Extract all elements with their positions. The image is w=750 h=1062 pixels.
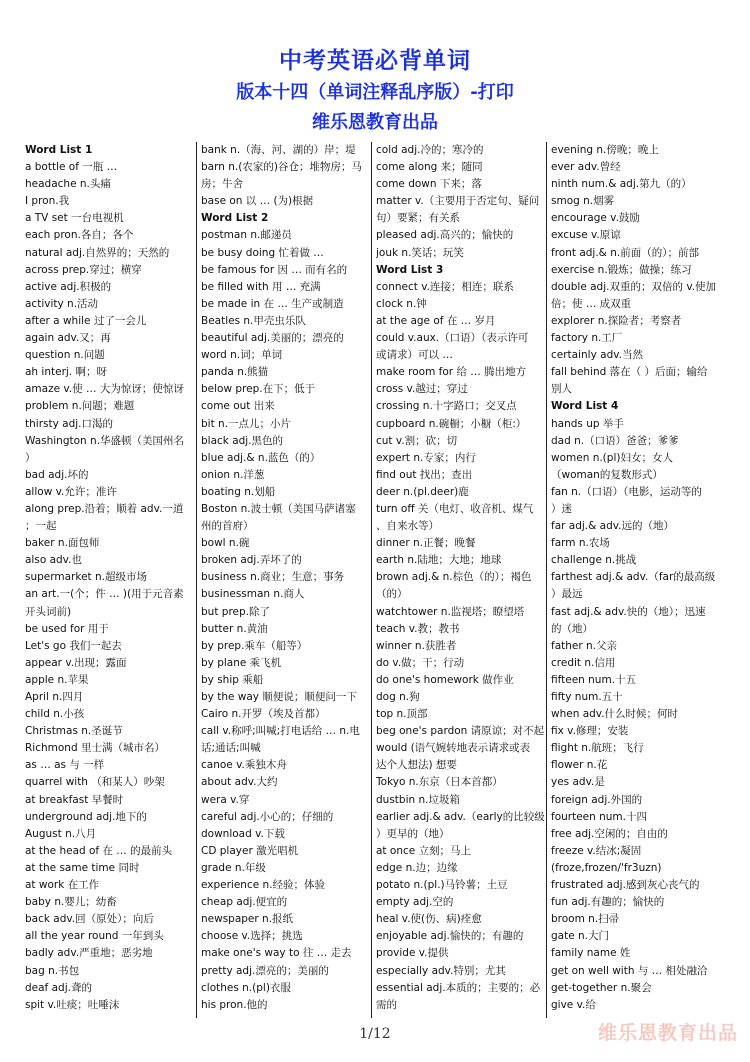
vocab-entry: baby n.婴儿；幼畜 bbox=[25, 896, 117, 909]
vocab-entry: would (语气婉转地表示请求或表 bbox=[376, 742, 531, 755]
vocab-entry: deer n.(pl.deer)鹿 bbox=[376, 485, 469, 498]
vocab-entry: flight n.航班；飞行 bbox=[551, 742, 644, 755]
vocab-entry: again adv.又；再 bbox=[25, 332, 111, 345]
vocab-entry: teach v.教；教书 bbox=[376, 622, 460, 635]
vocab-entry: evening n.傍晚；晚上 bbox=[551, 144, 659, 156]
vocab-entry: beautiful adj.美丽的；漂亮的 bbox=[201, 332, 344, 345]
vocab-entry: onion n.洋葱 bbox=[201, 468, 265, 481]
vocab-entry: 房；牛舍 bbox=[201, 178, 243, 191]
vocab-entry: fall behind 落在（ ）后面；输给 bbox=[551, 366, 708, 379]
page-number: 1/12 bbox=[359, 1026, 391, 1042]
vocab-entry: underground adj.地下的 bbox=[25, 810, 147, 823]
vocab-entry: gate n.大门 bbox=[551, 930, 610, 943]
vocab-entry: pretty adj.漂亮的；美丽的 bbox=[201, 964, 329, 977]
vocab-entry: across prep.穿过；横穿 bbox=[25, 263, 142, 276]
vocab-entry: active adj.积极的 bbox=[25, 280, 112, 293]
vocab-entry: amaze v.使 … 大为惊讶；使惊讶 bbox=[25, 383, 184, 396]
vocab-entry: bit n.一点儿；小片 bbox=[201, 417, 292, 430]
vocab-entry: at the same time 同时 bbox=[25, 861, 140, 874]
vocab-entry: fan n.（口语）（电影，运动等的 bbox=[551, 485, 702, 498]
vocab-entry: top n.顶部 bbox=[376, 708, 428, 721]
vocab-entry: connect v.连接；相连；联系 bbox=[376, 280, 514, 293]
vocab-entry: excuse v.原谅 bbox=[551, 229, 621, 242]
vocab-entry: below prep.在下；低于 bbox=[201, 383, 316, 396]
vocab-entry: by ship 乘船 bbox=[201, 673, 264, 686]
column-2 bbox=[196, 142, 371, 1018]
vocab-entry: fifteen num.十五 bbox=[551, 673, 637, 686]
vocab-entry: dog n.狗 bbox=[376, 691, 420, 703]
vocab-entry: allow v.允许；准许 bbox=[25, 485, 117, 498]
vocab-entry: matter v.（主要用于否定句、疑问 bbox=[376, 195, 540, 208]
vocab-entry: after a while 过了一会儿 bbox=[25, 314, 147, 327]
vocab-entry: potato n.(pl.)马铃薯；土豆 bbox=[376, 879, 508, 892]
vocab-entry: freeze v.结冰;凝固 bbox=[551, 844, 642, 857]
vocab-entry: pleased adj.高兴的；愉快的 bbox=[376, 229, 514, 242]
vocab-entry: be busy doing 忙着做 … bbox=[201, 246, 324, 259]
vocab-entry: farthest adj.& adv.（far的最高级 bbox=[551, 571, 716, 584]
vocab-entry: 句）要紧；有关系 bbox=[376, 212, 460, 225]
vocab-entry: double adj.双重的；双倍的 v.使加 bbox=[551, 280, 717, 293]
vocab-entry: problem n.问题；难题 bbox=[25, 400, 135, 413]
vocab-entry: call v.称呼;叫喊;打电话给 … n.电 bbox=[201, 725, 360, 738]
vocab-entry: thirsty adj.口渴的 bbox=[25, 417, 113, 430]
vocab-entry: credit n.信用 bbox=[551, 656, 616, 669]
vocab-entry: earlier adj.& adv.（early的比较级 bbox=[376, 810, 545, 823]
vocab-entry: newspaper n.报纸 bbox=[201, 913, 294, 926]
vocab-entry: August n.八月 bbox=[25, 827, 97, 840]
vocab-entry: find out 找出；查出 bbox=[376, 468, 473, 481]
vocab-entry: clock n.钟 bbox=[376, 297, 427, 310]
vocab-entry: deaf adj.聋的 bbox=[25, 981, 92, 994]
vocab-entry: each pron.各自；各个 bbox=[25, 229, 134, 242]
vocab-entry: （woman的复数形式） bbox=[551, 468, 663, 481]
vocab-entry: 达个人想法) 想要 bbox=[376, 759, 457, 772]
vocab-entry: postman n.邮递员 bbox=[201, 229, 292, 242]
vocab-entry: boating n.划船 bbox=[201, 485, 276, 498]
vocab-entry: apple n.苹果 bbox=[25, 673, 89, 686]
vocab-entry: hands up 举手 bbox=[551, 417, 624, 430]
vocab-entry: (froze,frozen/'fr3uzn) bbox=[551, 861, 662, 874]
vocab-entry: broken adj.弄坏了的 bbox=[201, 554, 302, 567]
vocab-entry: heal v.使(伤、病)痊愈 bbox=[376, 913, 482, 926]
vocab-entry: exercise n.锻炼；做操；练习 bbox=[551, 263, 692, 276]
vocab-entry: cupboard n.碗橱；小橱（柜:） bbox=[376, 417, 527, 430]
vocab-entry: 话;通话;叫喊 bbox=[201, 742, 261, 755]
vocab-entry: grade n.年级 bbox=[201, 861, 266, 874]
vocab-entry: by plane 乘飞机 bbox=[201, 656, 282, 669]
vocab-entry: his pron.他的 bbox=[201, 998, 268, 1011]
vocab-entry: family name 姓 bbox=[551, 947, 631, 960]
vocab-entry: factory n.工厂 bbox=[551, 332, 623, 345]
vocab-entry: jouk n.笑话；玩笑 bbox=[376, 246, 464, 259]
vocab-entry: cut v.割；砍；切 bbox=[376, 434, 458, 447]
vocab-entry: could v.aux.（口语）（表示许可 bbox=[376, 332, 529, 345]
word-list-columns bbox=[21, 142, 737, 1018]
vocab-entry: Washington n.华盛顿（美国州名 bbox=[25, 434, 185, 447]
vocab-entry: choose v.选择；挑选 bbox=[201, 930, 303, 943]
vocab-entry: yes adv.是 bbox=[551, 776, 605, 789]
vocab-entry: foreign adj.外国的 bbox=[551, 793, 643, 806]
vocab-entry: Boston n.波士顿（美国马萨诸塞 bbox=[201, 502, 356, 515]
vocab-entry: download v.下载 bbox=[201, 827, 285, 840]
vocab-entry: ） bbox=[25, 451, 36, 464]
vocab-entry: come down 下来；落 bbox=[376, 178, 482, 191]
vocab-entry: natural adj.自然界的；天然的 bbox=[25, 246, 170, 259]
vocab-entry: as … as 与 一样 bbox=[25, 759, 105, 772]
vocab-entry: activity n.活动 bbox=[25, 297, 99, 310]
vocab-entry: expert n.专家；内行 bbox=[376, 451, 476, 464]
vocab-entry: cold adj.冷的；寒冷的 bbox=[376, 144, 484, 156]
vocab-entry: dinner n.正餐；晚餐 bbox=[376, 537, 476, 550]
vocab-entry: at work 在工作 bbox=[25, 879, 100, 892]
vocab-entry: Tokyo n.东京（日本首都） bbox=[376, 776, 503, 789]
vocab-entry: also adv.也 bbox=[25, 554, 82, 567]
word-list-heading: Word List 3 bbox=[376, 263, 444, 276]
watermark-logo: 维乐恩教育出品 bbox=[597, 1022, 738, 1044]
vocab-entry: empty adj.空的 bbox=[376, 896, 454, 909]
vocab-entry: edge n.边；边缘 bbox=[376, 861, 458, 874]
vocab-entry: baker n.面包师 bbox=[25, 537, 100, 550]
vocab-entry: careful adj.小心的；仔细的 bbox=[201, 810, 334, 823]
vocab-entry: earth n.陆地；大地；地球 bbox=[376, 554, 502, 567]
vocab-entry: Beatles n.甲壳虫乐队 bbox=[201, 314, 306, 327]
vocab-entry: spit v.吐痰；吐唾沫 bbox=[25, 998, 120, 1011]
vocab-entry: watchtower n.监视塔；瞭望塔 bbox=[376, 605, 525, 618]
vocab-entry: at the age of 在 … 岁月 bbox=[376, 314, 496, 327]
vocab-entry: father n.父亲 bbox=[551, 639, 618, 652]
vocab-entry: 或请求）可以 … bbox=[376, 349, 453, 362]
vocab-entry: bad adj.坏的 bbox=[25, 468, 89, 481]
vocab-entry: I pron.我 bbox=[25, 195, 70, 208]
vocab-entry: frustrated adj.感到灰心丧气的 bbox=[551, 879, 700, 892]
vocab-entry: ninth num.& adj.第九（的） bbox=[551, 178, 692, 191]
vocab-entry: ；一起 bbox=[25, 520, 57, 533]
vocab-entry: 开头词前) bbox=[25, 605, 72, 618]
vocab-entry: farm n.农场 bbox=[551, 537, 610, 550]
vocab-entry: ）更早的（地） bbox=[376, 827, 450, 840]
vocab-entry: fifty num.五十 bbox=[551, 691, 623, 703]
vocab-entry: ah interj. 啊；呀 bbox=[25, 366, 107, 379]
vocab-entry: barn n.(农家的)谷仓；堆物房；马 bbox=[201, 161, 362, 174]
vocab-entry: smog n.烟雾 bbox=[551, 195, 615, 208]
vocab-entry: a TV set 一台电视机 bbox=[25, 212, 124, 225]
vocab-entry: appear v.出现；露面 bbox=[25, 656, 127, 669]
word-list-heading: Word List 4 bbox=[551, 400, 619, 413]
vocab-entry: free adj.空闲的；自由的 bbox=[551, 827, 668, 840]
vocab-entry: when adv.什么时候；何时 bbox=[551, 708, 679, 721]
vocab-entry: beg one's pardon 请原谅；对不起 bbox=[376, 725, 545, 738]
vocab-entry: a bottle of 一瓶 … bbox=[25, 161, 118, 174]
word-list-heading: Word List 1 bbox=[25, 144, 93, 156]
vocab-entry: do v.做；干；行动 bbox=[376, 656, 465, 669]
vocab-entry: badly adv.严重地；恶劣地 bbox=[25, 947, 153, 960]
vocab-entry: panda n.熊猫 bbox=[201, 366, 269, 379]
vocab-entry: do one's homework 做作业 bbox=[376, 673, 514, 686]
vocab-entry: experience n.经验；体验 bbox=[201, 879, 326, 892]
column-4 bbox=[546, 142, 721, 1018]
vocab-entry: ）最远 bbox=[551, 588, 583, 601]
vocab-entry: business n.商业；生意；事务 bbox=[201, 571, 345, 584]
vocab-entry: challenge n.挑战 bbox=[551, 554, 637, 567]
vocab-entry: 、自来水等） bbox=[376, 520, 439, 533]
vocab-entry: headache n.头痛 bbox=[25, 178, 111, 191]
vocab-entry: get-together n.聚会 bbox=[551, 981, 652, 994]
vocab-entry: enjoyable adj.愉快的；有趣的 bbox=[376, 930, 524, 943]
vocab-entry: come along 来；随同 bbox=[376, 161, 483, 174]
vocab-entry: encourage v.鼓励 bbox=[551, 212, 640, 225]
vocab-entry: make room for 给 … 腾出地方 bbox=[376, 366, 527, 379]
vocab-entry: canoe v.乘独木舟 bbox=[201, 759, 287, 772]
document-title: 中考英语必背单词 bbox=[279, 48, 471, 74]
vocab-entry: 州的首府） bbox=[201, 520, 254, 533]
vocab-entry: fast adj.& adv.快的（地）；迅速 bbox=[551, 605, 706, 618]
vocab-entry: dustbin n.垃圾箱 bbox=[376, 793, 460, 806]
vocab-entry: by the way 顺便说；顺便问一下 bbox=[201, 691, 357, 703]
vocab-entry: but prep.除了 bbox=[201, 605, 270, 618]
vocab-entry: get on well with 与 … 相处融洽 bbox=[551, 964, 708, 977]
vocab-entry: Richmond 里士满（城市名） bbox=[25, 742, 165, 755]
vocab-entry: businessman n.商人 bbox=[201, 588, 305, 601]
vocab-entry: come out 出来 bbox=[201, 400, 275, 413]
vocab-entry: quarrel with （和某人）吵架 bbox=[25, 776, 165, 789]
vocab-entry: 别人 bbox=[551, 383, 572, 396]
vocab-entry: Let's go 我们一起去 bbox=[25, 639, 122, 652]
vocab-entry: ever adv.曾经 bbox=[551, 161, 621, 174]
vocab-entry: be filled with 用 … 充满 bbox=[201, 280, 321, 293]
vocab-entry: all the year round 一年到头 bbox=[25, 930, 164, 943]
vocab-entry: an art.一(个；件 … )(用于元音素 bbox=[25, 588, 184, 601]
column-1 bbox=[21, 142, 196, 1018]
vocab-entry: certainly adv.当然 bbox=[551, 349, 643, 362]
vocab-entry: 需的 bbox=[376, 998, 397, 1011]
vocab-entry: Cairo n.开罗（埃及首都） bbox=[201, 708, 326, 721]
vocab-entry: 的（地） bbox=[551, 622, 593, 635]
vocab-entry: bag n.书包 bbox=[25, 964, 80, 977]
vocab-entry: brown adj.& n.棕色（的）；褐色 bbox=[376, 571, 532, 584]
vocab-entry: broom n.扫帚 bbox=[551, 913, 620, 926]
vocab-entry: question n.问题 bbox=[25, 349, 105, 362]
vocab-entry: at breakfast 早餐时 bbox=[25, 793, 124, 806]
vocab-entry: blue adj.& n.蓝色（的） bbox=[201, 451, 321, 464]
vocab-entry: flower n.花 bbox=[551, 759, 608, 772]
vocab-entry: Christmas n.圣诞节 bbox=[25, 725, 123, 738]
vocab-entry: black adj.黑色的 bbox=[201, 434, 284, 447]
vocab-entry: turn off 关（电灯、收音机、煤气 bbox=[376, 502, 534, 515]
vocab-entry: give v.给 bbox=[551, 998, 596, 1011]
vocab-entry: 倍；使 … 成双重 bbox=[551, 297, 632, 310]
vocab-entry: explorer n.探险者；考察者 bbox=[551, 314, 682, 327]
vocab-entry: cross v.越过；穿过 bbox=[376, 383, 468, 396]
vocab-entry: by prep.乘车（船等） bbox=[201, 639, 308, 652]
vocab-entry: ）迷 bbox=[551, 502, 572, 515]
vocab-entry: bank n.（海、河、湖的）岸；堤 bbox=[201, 144, 356, 156]
vocab-entry: fun adj.有趣的；愉快的 bbox=[551, 896, 665, 909]
vocab-entry: base on 以 … (为)根据 bbox=[201, 195, 314, 208]
vocab-entry: front adj.& n.前面（的）；前部 bbox=[551, 246, 699, 259]
vocab-entry: about adv.大约 bbox=[201, 776, 278, 789]
vocab-entry: provide v.提供 bbox=[376, 947, 449, 960]
vocab-entry: essential adj.本质的；主要的；必 bbox=[376, 981, 541, 994]
publisher-name: 维乐恩教育出品 bbox=[312, 112, 438, 133]
vocab-entry: at the head of 在 … 的最前头 bbox=[25, 844, 173, 857]
vocab-entry: back adv.回（原处）；向后 bbox=[25, 913, 154, 926]
vocab-entry: dad n.（口语）爸爸；爹爹 bbox=[551, 434, 679, 447]
vocab-entry: women n.(pl)妇女；女人 bbox=[551, 451, 673, 464]
word-list-heading: Word List 2 bbox=[201, 212, 269, 225]
vocab-entry: far adj.& adv.远的（地） bbox=[551, 520, 675, 533]
vocab-entry: along prep.沿着；顺着 adv.一道 bbox=[25, 502, 184, 515]
vocab-entry: cheap adj.便宜的 bbox=[201, 896, 288, 909]
vocab-entry: fourteen num.十四 bbox=[551, 810, 647, 823]
vocab-entry: wera v.穿 bbox=[201, 793, 250, 806]
column-3 bbox=[371, 142, 546, 1018]
vocab-entry: fix v.修理；安装 bbox=[551, 725, 629, 738]
vocab-entry: word n.词；单词 bbox=[201, 349, 283, 362]
vocab-entry: at once 立刻；马上 bbox=[376, 844, 472, 857]
vocab-entry: winner n.获胜者 bbox=[376, 639, 457, 652]
vocab-entry: CD player 激光唱机 bbox=[201, 844, 299, 857]
vocab-entry: especially adv.特别；尤其 bbox=[376, 964, 506, 977]
vocab-entry: supermarket n.超级市场 bbox=[25, 571, 147, 584]
vocab-entry: crossing n.十字路口；交叉点 bbox=[376, 400, 517, 413]
vocab-entry: clothes n.(pl)衣服 bbox=[201, 981, 291, 994]
vocab-entry: be used for 用于 bbox=[25, 622, 109, 635]
vocab-entry: April n.四月 bbox=[25, 691, 84, 703]
vocab-entry: bowl n.碗 bbox=[201, 537, 250, 550]
vocab-entry: make one's way to 往 … 走去 bbox=[201, 947, 352, 960]
vocab-entry: child n.小孩 bbox=[25, 708, 85, 721]
vocab-entry: butter n.黄油 bbox=[201, 622, 268, 635]
document-subtitle: 版本十四（单词注释乱序版）-打印 bbox=[236, 82, 514, 103]
vocab-entry: be made in 在 … 生产或制造 bbox=[201, 297, 344, 310]
vocab-entry: （的） bbox=[376, 588, 408, 601]
vocab-entry: be famous for 因 … 而有名的 bbox=[201, 263, 348, 276]
